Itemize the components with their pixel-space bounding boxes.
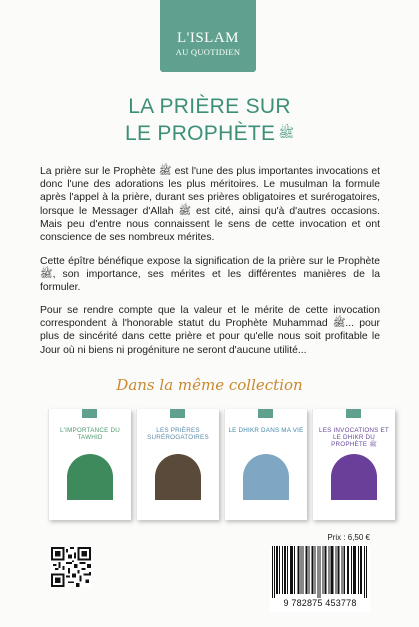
collection-book-1 (48, 409, 131, 520)
price-label: Prix : 6,50 € (327, 533, 370, 542)
book-4-title: LES INVOCATIONS ET LE DHIKR DU PROPHÈTE ﷺ (319, 427, 389, 449)
qr-code-icon (51, 547, 91, 587)
title-honorific: ﷺ (278, 124, 295, 140)
book-1-title: L'IMPORTANCE DU TAWHID (60, 427, 120, 442)
collection-book-2 (136, 409, 219, 520)
description-paragraph-1: La prière sur le Prophète ﷺ est l'une des plus importantes invocations et donc l'une des adorations les plus méritoires. Le musulman la formule après l'appel à la prière, durant ses prières obligatoires et surérogatoires, lorsque le Messager d'Allah ﷺ est cité, ainsi qu'à d'autres occasions. Mais peu d'entre nous connaissent le sens de cette invocation et ont conscience de ses nombreux mérites. (40, 166, 381, 244)
badge-line-1: L'ISLAM (176, 30, 240, 46)
book-3-cover-image (243, 454, 289, 500)
book-2-cover-image (155, 454, 201, 500)
mini-badge-icon (346, 409, 361, 418)
collection-book-3 (224, 409, 307, 520)
description-paragraph-3: Pour se rendre compte que la valeur et le mérite de cette invocation correspondent à l'honorable statut du Prophète Muhammad ﷺ... pour plus de sincérité dans cette prière et pour qu'elle nous soit profitable le Jour où ni biens ni progéniture ne seront d'aucune utilité... (40, 305, 380, 356)
title-line-2-text: LE PROPHÈTE (124, 122, 276, 145)
collection-book-4 (312, 409, 395, 520)
barcode-icon (272, 546, 368, 598)
mini-badge-icon (82, 409, 97, 418)
book-4-cover-image (331, 454, 377, 500)
collection-heading: Dans la même collection (116, 376, 303, 394)
mini-badge-icon (170, 409, 185, 418)
mini-badge-icon (258, 409, 273, 418)
book-1-cover-image (67, 454, 113, 500)
badge-line-2: AU QUOTIDIEN (175, 47, 241, 57)
description-paragraph-2: Cette épître bénéfique expose la signification de la prière sur le Prophète ﷺ, son importance, ses mérites et les différentes manières de la formuler. (40, 256, 380, 294)
title-line-1: LA PRIÈRE SUR (128, 95, 291, 118)
book-2-title: LES PRIÈRES SURÉROGATOIRES (147, 427, 209, 442)
isbn-number: 9 782875 453778 (283, 598, 357, 608)
title-line-2 (0, 122, 419, 146)
barcode (270, 546, 370, 612)
collection-badge (160, 0, 256, 72)
book-3-title: LE DHIKR DANS MA VIE (228, 427, 304, 434)
